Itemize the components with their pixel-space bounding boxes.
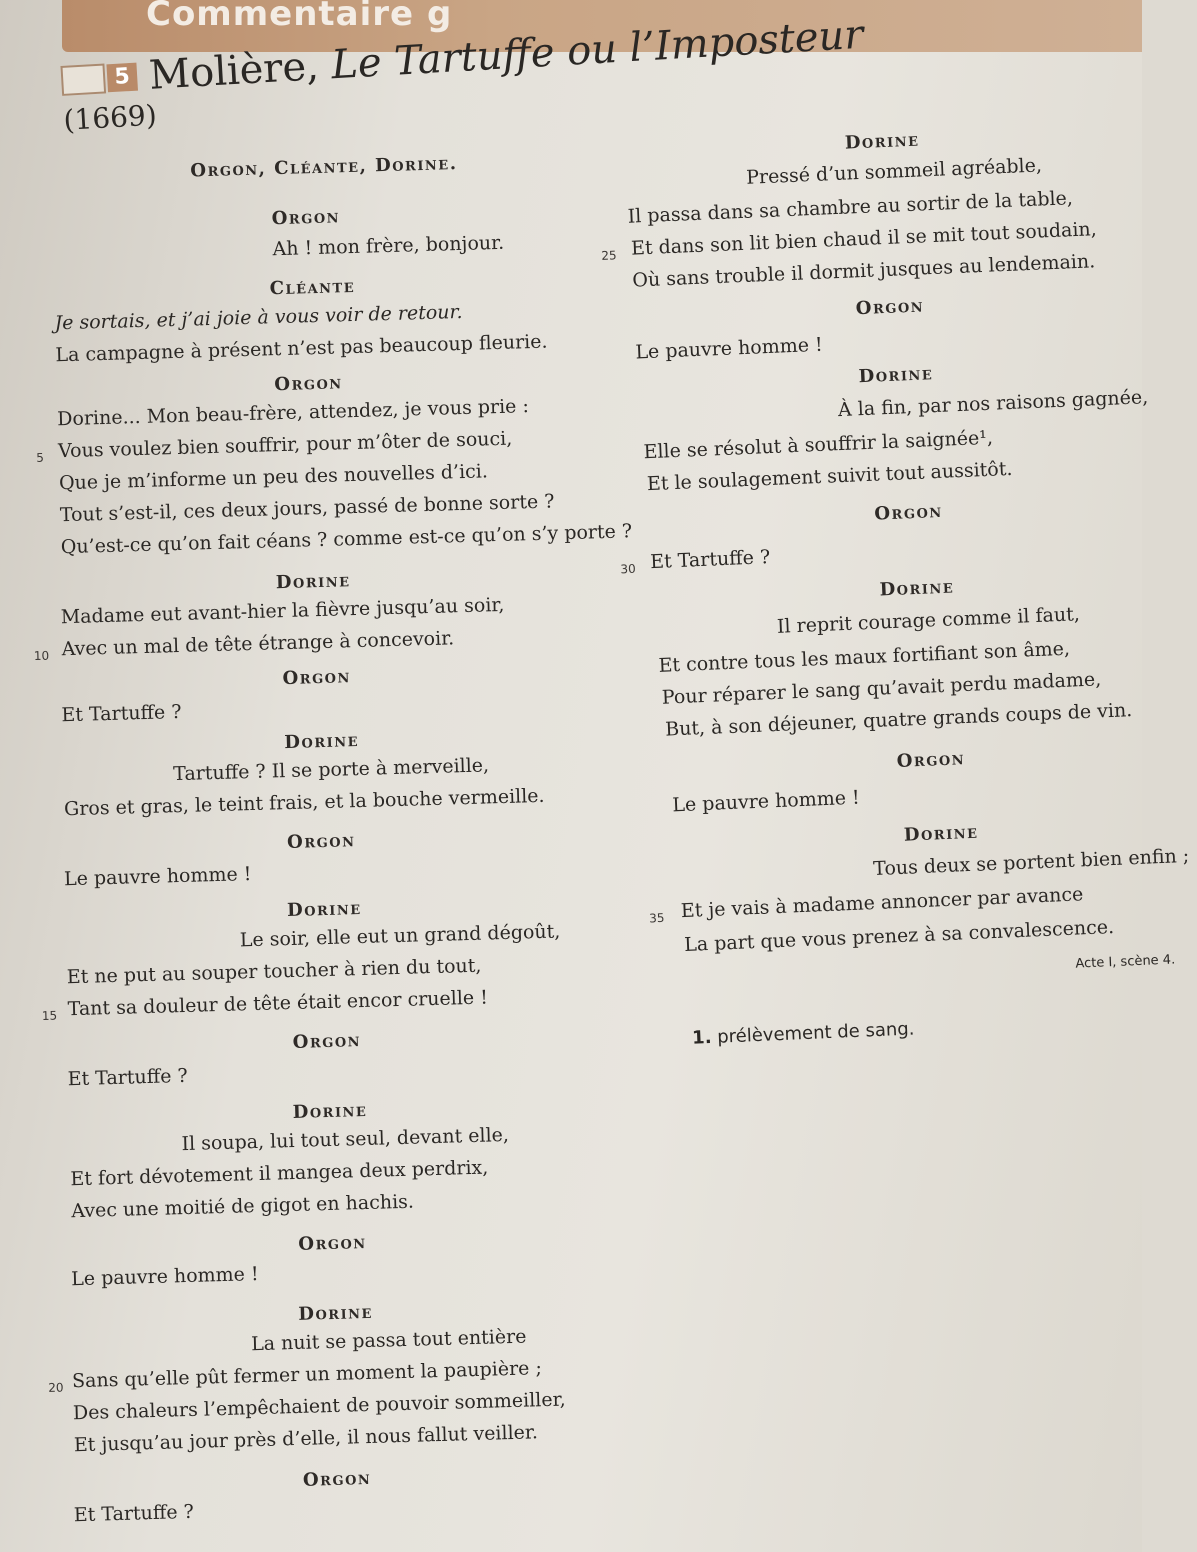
speaker-orgon: Orgon <box>286 830 356 854</box>
verse-line: Où sans trouble il dormit jusques au lendemain. <box>631 250 1096 292</box>
verse-line: Le pauvre homme ! <box>634 333 824 364</box>
verse-line: Il passa dans sa chambre au sortir de la table, <box>627 187 1074 228</box>
line-number: 10 <box>33 648 50 664</box>
verse-line: Pour réparer le sang qu’avait perdu madame, <box>661 668 1102 709</box>
verse-line: Il soupa, lui tout seul, devant elle, <box>181 1123 510 1156</box>
verse-line: Sans qu’elle pût fermer un moment la paupière ; <box>71 1357 543 1393</box>
verse-line: Et ne put au souper toucher à rien du tout, <box>66 954 482 989</box>
speaker-dorine: Dorine <box>903 821 979 846</box>
verse-line: Ah ! mon frère, bonjour. <box>272 231 505 261</box>
verse-line: Tout s’est-il, ces deux jours, passé de bonne sorte ? <box>59 490 555 527</box>
speaker-cleante: Cléante <box>269 275 356 300</box>
verse-line: Elle se résolut à souffrir la saignée¹, <box>643 426 994 464</box>
line-number: 25 <box>601 248 617 263</box>
speaker-orgon: Orgon <box>302 1467 372 1491</box>
verse-line: Avec une moitié de gigot en hachis. <box>71 1190 415 1223</box>
speaker-orgon: Orgon <box>873 500 944 525</box>
verse-line: Et fort dévotement il mangea deux perdrix, <box>70 1156 489 1191</box>
speaker-orgon: Orgon <box>292 1030 362 1053</box>
text-number-badge: 5 <box>106 63 138 93</box>
speaker-dorine: Dorine <box>286 897 362 922</box>
footnote <box>692 1013 916 1054</box>
footnote-text: prélèvement de sang. <box>711 1018 915 1048</box>
speaker-dorine: Dorine <box>298 1301 374 1325</box>
speaker-dorine: Dorine <box>844 129 920 154</box>
speaker-orgon: Orgon <box>282 666 352 690</box>
line-number: 35 <box>648 910 665 926</box>
verse-line: Gros et gras, le teint frais, et la bouche vermeille. <box>63 784 545 821</box>
title-year: (1669) <box>62 98 158 137</box>
scene-reference: Acte I, scène 4. <box>1075 952 1176 972</box>
footnote-number: 1. <box>691 1026 713 1049</box>
verse-line: Qu’est-ce qu’on fait céans ? comme est-ce qu’on s’y porte ? <box>60 520 633 559</box>
speaker-dorine: Dorine <box>292 1099 368 1123</box>
verse-line: Pressé d’un sommeil agréable, <box>745 154 1043 189</box>
verse-line: La campagne à présent n’est pas beaucoup fleurie. <box>55 330 548 367</box>
verse-line: Le pauvre homme ! <box>671 786 861 817</box>
verse-line: Tartuffe ? Il se porte à merveille, <box>172 754 490 786</box>
verse-line: Et contre tous les maux fortifiant son âme, <box>658 637 1071 677</box>
verse-line: Le pauvre homme ! <box>63 863 252 891</box>
verse-line: Et le soulagement suivit tout aussitôt. <box>646 457 1013 496</box>
speaker-orgon: Orgon <box>274 372 343 396</box>
verse-line: Que je m’informe un peu des nouvelles d’ici. <box>58 460 489 495</box>
title-work: Le Tartuffe ou l’Imposteur <box>330 11 865 89</box>
verse-line: Et jusqu’au jour près d’elle, il nous fallut veiller. <box>73 1421 539 1457</box>
speaker-orgon: Orgon <box>298 1231 367 1255</box>
verse-line: Il reprit courage comme il faut, <box>776 603 1081 638</box>
verse-line: La part que vous prenez à sa convalescence. <box>683 916 1115 957</box>
verse-line: Dorine... Mon beau-frère, attendez, je vous prie : <box>56 395 530 431</box>
verse-line: À la fin, par nos raisons gagnée, <box>837 386 1149 422</box>
speaker-dorine: Dorine <box>879 576 955 601</box>
line-number: 5 <box>36 450 45 465</box>
verse-line: Avec un mal de tête étrange à concevoir. <box>61 627 455 661</box>
line-number: 30 <box>620 561 637 577</box>
section-tab-label: Commentaire g <box>146 0 453 34</box>
checkbox-square <box>60 63 106 95</box>
verse-line: Et Tartuffe ? <box>649 546 771 574</box>
speaker-dorine: Dorine <box>275 570 351 594</box>
line-number: 20 <box>48 1380 64 1395</box>
verse-line: Vous voulez bien souffrir, pour m’ôter de souci, <box>57 427 513 463</box>
verse-line: Madame eut avant-hier la fièvre jusqu’au soir, <box>60 593 505 629</box>
stage-direction: Orgon, Cléante, Dorine. <box>190 153 458 182</box>
verse-line: Et Tartuffe ? <box>67 1064 188 1091</box>
speaker-orgon: Orgon <box>896 748 966 772</box>
verse-line: Et Tartuffe ? <box>61 700 182 727</box>
verse-line: Le pauvre homme ! <box>70 1263 259 1291</box>
title-author: Molière, <box>147 42 333 99</box>
verse-line: La nuit se passa tout entière <box>250 1325 527 1356</box>
verse-line: Je sortais, et j’ai joie à vous voir de retour. <box>54 300 463 335</box>
verse-line: Et Tartuffe ? <box>73 1500 195 1527</box>
verse-line: Tous deux se portent bien enfin ; <box>872 844 1190 881</box>
speaker-orgon: Orgon <box>271 206 341 230</box>
verse-line: Des chaleurs l’empêchaient de pouvoir sommeiller, <box>72 1388 566 1425</box>
speaker-dorine: Dorine <box>284 729 360 754</box>
speaker-orgon: Orgon <box>855 295 925 320</box>
right-column <box>596 106 1190 1049</box>
verse-line: But, à son déjeuner, quatre grands coups de vin. <box>664 699 1133 741</box>
verse-line: Tant sa douleur de tête était encor cruelle ! <box>67 986 489 1021</box>
speaker-dorine: Dorine <box>858 363 934 388</box>
line-number: 15 <box>41 1008 58 1023</box>
verse-line: Le soir, elle eut un grand dégoût, <box>239 920 561 952</box>
verse-line: Et je vais à madame annoncer par avance <box>680 883 1084 923</box>
verse-line: Et dans son lit bien chaud il se mit tout soudain, <box>630 218 1098 260</box>
